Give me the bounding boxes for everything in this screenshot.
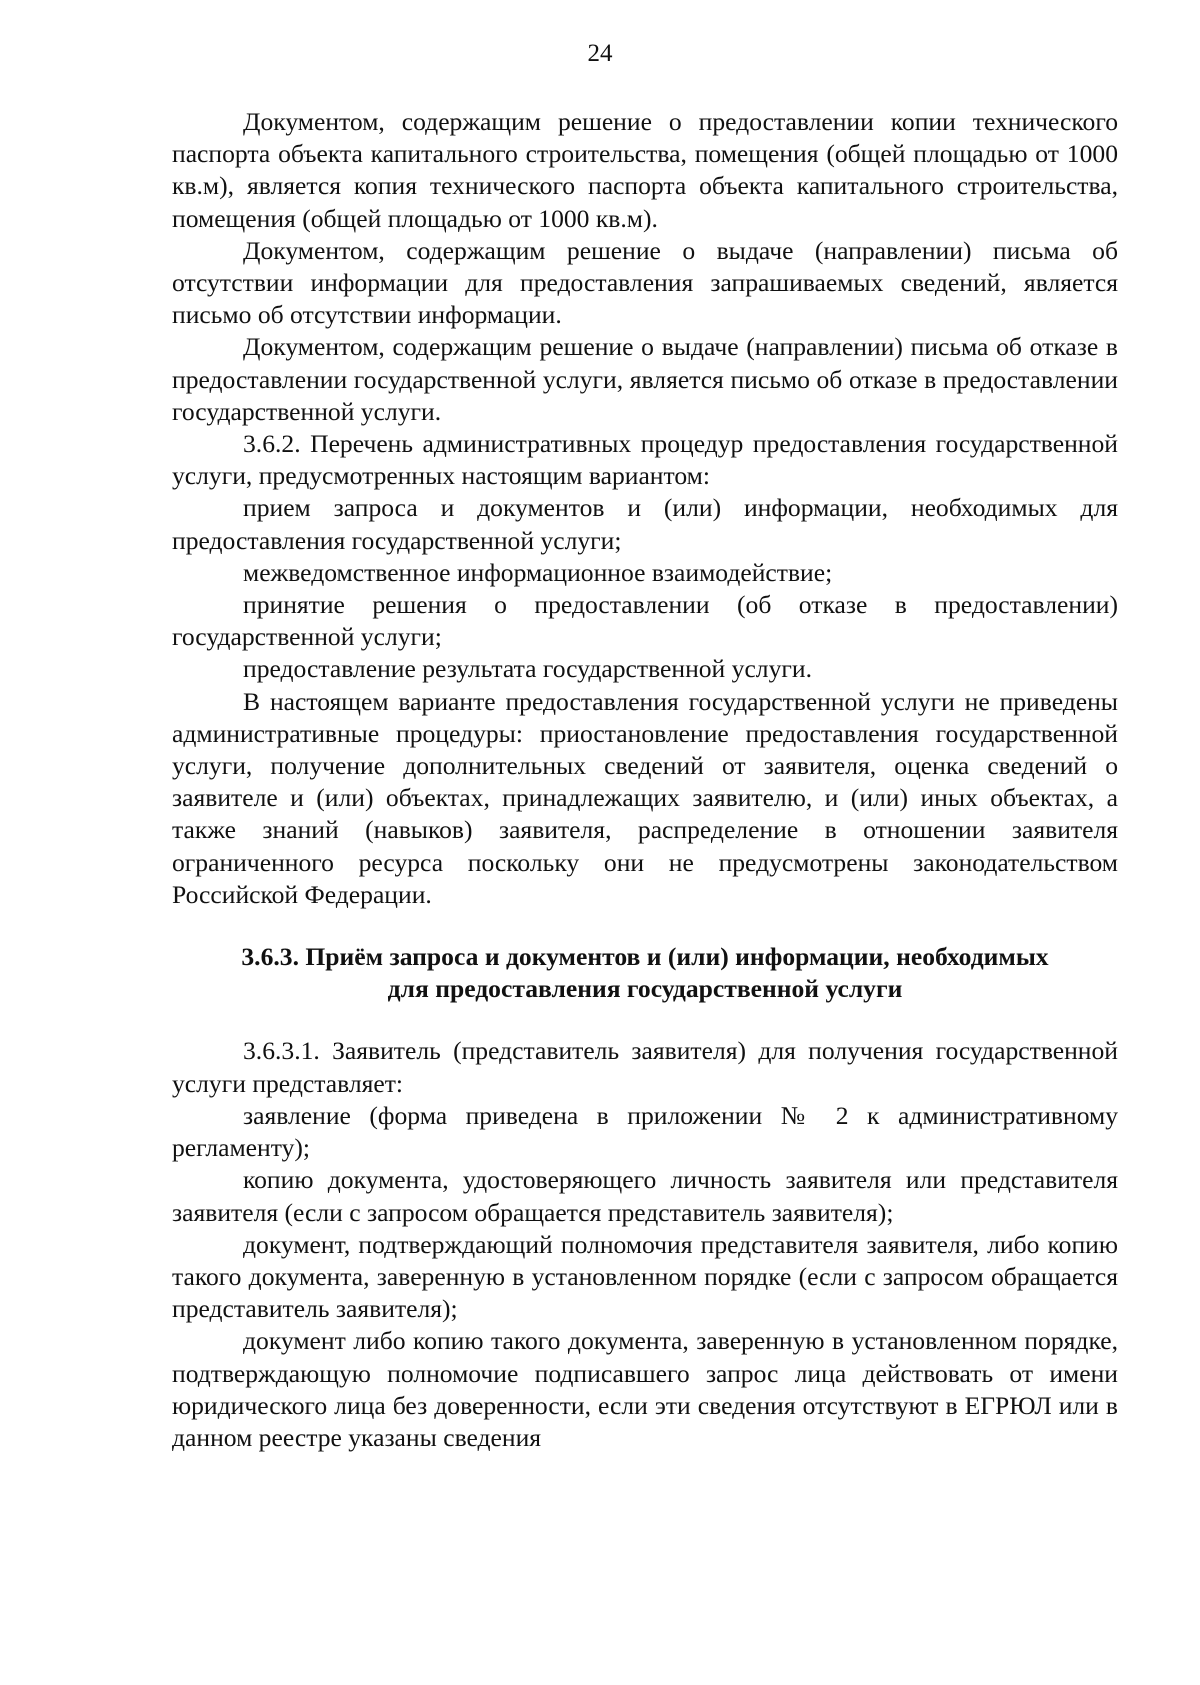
paragraph-excluded-procedures: В настоящем варианте предоставления государственной услуги не приведены административные процедуры: приостановление предоставления государственной услуги, получение дополнительных сведений от заявителя, оценка сведений о заявителе и (или) объектах, принадлежащих заявителю, и (или) иных объектах, а также знаний (навыков) заявителя, распределение в отношении заявителя ограниченного ресурса поскольку они не предусмотрены законодательством Российской Федерации. <box>172 686 1118 909</box>
document-body <box>172 106 1118 1454</box>
paragraph-result-document-tech-passport: Документом, содержащим решение о предоставлении копии технического паспорта объекта капитального строительства, помещения (общей площадью от 1000 кв.м), является копия технического паспорта объекта капитального строительства, помещения (общей площадью от 1000 кв.м). <box>172 107 1118 233</box>
list-item-interagency-interaction: межведомственное информационное взаимодействие; <box>243 557 833 587</box>
paragraph-result-document-no-info-letter: Документом, содержащим решение о выдаче (направлении) письма об отсутствии информации для предоставления запрашиваемых сведений, является письмо об отсутствии информации. <box>172 235 1118 330</box>
list-item-application-form: заявление (форма приведена в приложении № 2 к административному регламенту); <box>172 1100 1118 1163</box>
list-item-result-delivery: предоставление результата государственной услуги. <box>243 654 812 684</box>
paragraph-result-document-refusal-letter: Документом, содержащим решение о выдаче (направлении) письма об отказе в предоставлении государственной услуги, является письмо об отказе в предоставлении государственной услуги. <box>172 332 1118 426</box>
list-item-authority-document: документ, подтверждающий полномочия представителя заявителя, либо копию такого документа, заверенную в установленном порядке (если с запросом обращается представитель заявителя); <box>172 1229 1118 1324</box>
paragraph-applicant-submits: 3.6.3.1. Заявитель (представитель заявителя) для получения государственной услуги представляет: <box>172 1036 1118 1098</box>
page-number: 24 <box>587 40 613 67</box>
paragraph-procedure-list-intro: 3.6.2. Перечень административных процедур предоставления государственной услуги, предусмотренных настоящим вариантом: <box>172 429 1118 491</box>
list-item-decision-making: принятие решения о предоставлении (об отказе в предоставлении) государственной услуги; <box>172 590 1118 652</box>
section-heading: 3.6.3. Приём запроса и документов и (или) информации, необходимых для предоставления государственной услуги <box>241 942 1049 1004</box>
list-item-request-reception: прием запроса и документов и (или) информации, необходимых для предоставления государственной услуги; <box>172 493 1118 555</box>
list-item-legal-entity-authority: документ либо копию такого документа, заверенную в установленном порядке, подтверждающую полномочие подписавшего запрос лица действовать от имени юридического лица без доверенности, если эти сведения отсутствуют в ЕГРЮЛ или в данном реестре указаны сведения <box>172 1326 1118 1452</box>
list-item-identity-document: копию документа, удостоверяющего личность заявителя или представителя заявителя (если с запросом обращается представитель заявителя); <box>172 1165 1118 1227</box>
